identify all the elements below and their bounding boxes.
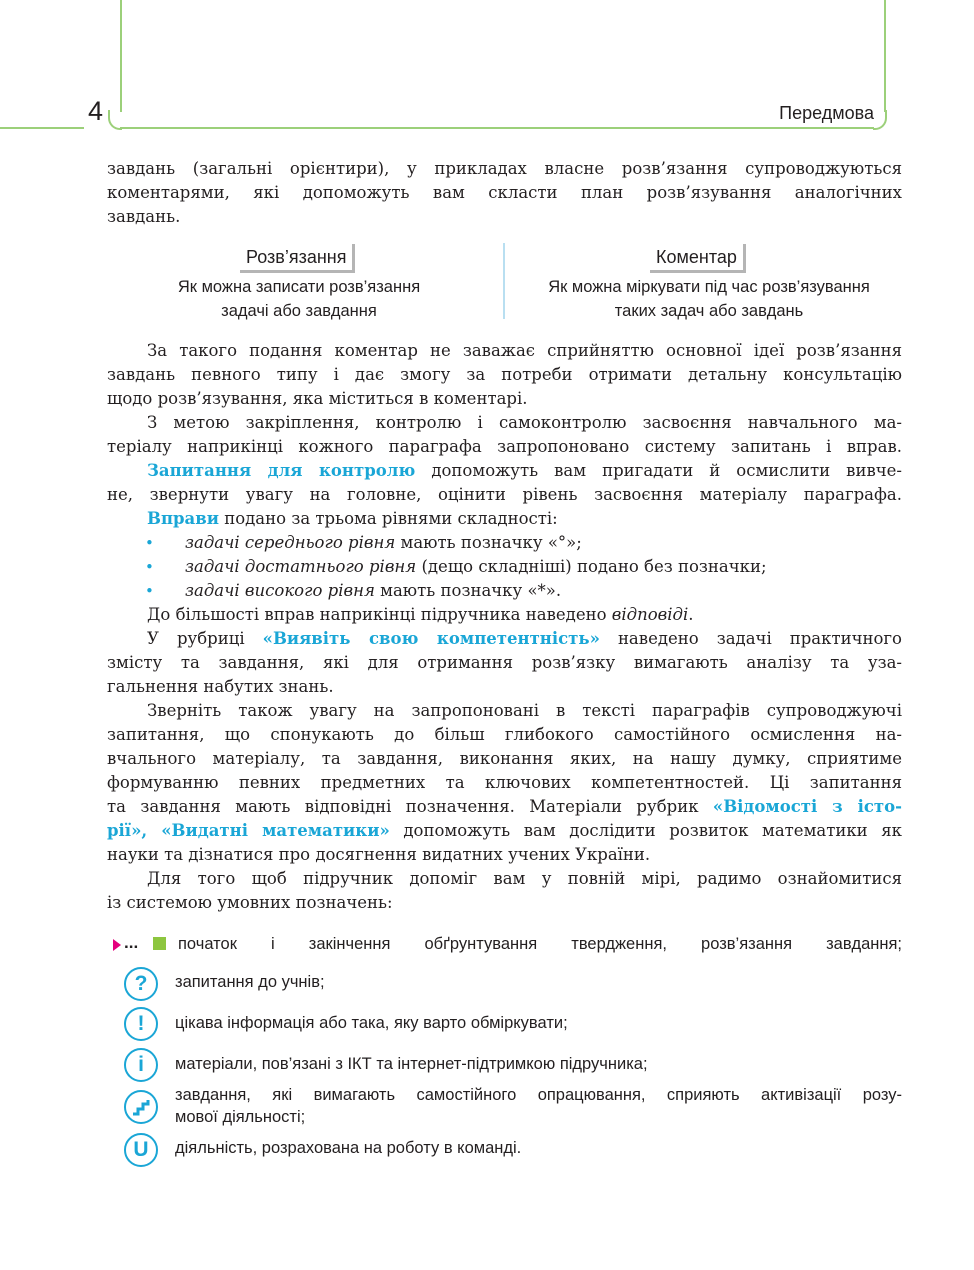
paragraph-line: У рубриці «Виявіть свою компетентність» наведено задачі практичного (147, 629, 902, 648)
question-icon: ? (124, 967, 158, 1001)
paragraph-line: вчального матеріалу, та завдання, виконання яких, на нашу думку, сприятиме (107, 749, 902, 768)
legend-item: матеріали, пов’язані з ІКТ та інтернет-підтримкою підручника; (175, 1055, 648, 1073)
bullet-marker: • (145, 534, 154, 552)
bullet-item: • задачі високого рівня мають позначку «*». (107, 579, 902, 603)
proof-end-marker-icon (153, 937, 166, 950)
bullet-marker: • (145, 582, 154, 600)
solution-box-description: Як можна записати розв’язання задачі або завдання (177, 278, 421, 320)
rubric-competence: «Виявіть свою компетентність» (262, 629, 600, 648)
bullet-marker: • (145, 558, 154, 576)
exclamation-icon: ! (124, 1007, 158, 1041)
paragraph-line: До більшості вправ наприкінці підручника наведено відповіді. (147, 605, 694, 624)
header-frame-left (120, 0, 122, 112)
paragraph-line: За такого подання коментар не заважає сприйняттю основної ідеї розв’язання (147, 341, 902, 360)
page-number-corner (108, 110, 122, 130)
proof-dots: ... (124, 933, 139, 952)
page-number: 4 (88, 96, 104, 126)
rubric-exercises: Вправи (147, 509, 219, 528)
header-frame-right (884, 0, 886, 112)
legend-item: цікава інформація або така, яку варто обміркувати; (175, 1014, 568, 1032)
paragraph-line: Вправи подано за трьома рівнями складності: (147, 509, 558, 528)
bullet-item: • задачі достатнього рівня (дещо складніші) подано без позначки; (107, 555, 902, 579)
comment-box-title: Коментар (650, 244, 746, 273)
legend-item: завдання, які вимагають самостійного опрацювання, сприяють активізації розу- мової діяльності; (175, 1086, 902, 1126)
info-icon: i (124, 1048, 158, 1082)
paragraph-line: формуванню певних предметних та ключових компетентностей. Ці запитання (107, 773, 902, 792)
paragraph-line: гальнення набутих знань. (107, 677, 334, 696)
paragraph-line: науки та дізнатися про досягнення видатних учених України. (107, 845, 651, 864)
legend-proof-text: початок і закінчення обґрунтування твердження, розв’язання завдання; (178, 935, 902, 953)
paragraph-line: Запитання для контролю допоможуть вам пригадати й осмислити вивче- (147, 461, 902, 480)
paragraph-line: теріалу наприкінці кожного параграфа запропоновано систему запитань і вправ. (107, 437, 902, 456)
intro-paragraph: завдань (загальні орієнтири), у прикладах власне розв’язання супроводжуються коментарями, які допоможуть вам скласти план розв’язування аналогічних завдань. (107, 159, 902, 226)
teamwork-icon: U (124, 1133, 158, 1167)
paragraph-line: Зверніть також увагу на запропоновані в тексті параграфів супроводжуючі (147, 701, 902, 720)
paragraph-line: та завдання мають відповідні позначення. Матеріали рубрик «Відомості з істо- (107, 797, 902, 816)
paragraph-line: Для того щоб підручник допоміг вам у повній мірі, радимо ознайомитися (147, 869, 902, 888)
stairs-icon (124, 1090, 158, 1124)
rubric-control-questions: Запитання для контролю (147, 461, 416, 480)
bullet-item: • задачі середнього рівня мають позначку «°»; (107, 531, 902, 555)
paragraph-line: змісту та завдання, які для отримання розв’язку вимагають аналізу та уза- (107, 653, 902, 672)
paragraph-line: не, звернути увагу на головне, оцінити рівень засвоєння матеріалу параграфа. (107, 485, 902, 504)
body-text (107, 339, 902, 915)
legend-item: діяльність, розрахована на роботу в команді. (175, 1139, 522, 1157)
running-head: Передмова (779, 103, 874, 123)
rubric-mathematicians: рії», «Видатні математики» (107, 821, 390, 840)
paragraph-line: завдань певного типу і дає змогу за потреби отримати детальну консультацію (107, 365, 902, 384)
header-frame-bottom (120, 127, 874, 129)
paragraph-line: рії», «Видатні математики» допоможуть вам дослідити розвиток математики як (107, 821, 902, 840)
paragraph-line: щодо розв’язування, яка міститься в коментарі. (107, 389, 528, 408)
paragraph-line: із системою умовних позначень: (107, 893, 393, 912)
header-frame-corner (873, 110, 887, 130)
paragraph-line: З метою закріплення, контролю і самоконтролю засвоєння навчального ма- (147, 413, 902, 432)
page-number-rule (0, 127, 84, 129)
rubric-history: «Відомості з істо- (712, 797, 902, 816)
legend-item: запитання до учнів; (175, 973, 325, 991)
solution-box-title: Розв’язання (240, 244, 355, 273)
comment-box-description: Як можна міркувати під час розв’язування таких задач або завдань (548, 278, 870, 320)
box-divider (503, 243, 505, 319)
proof-start-marker-icon (113, 939, 121, 951)
paragraph-line: запитання, що спонукають до більш глибокого самостійного осмислення на- (107, 725, 902, 744)
